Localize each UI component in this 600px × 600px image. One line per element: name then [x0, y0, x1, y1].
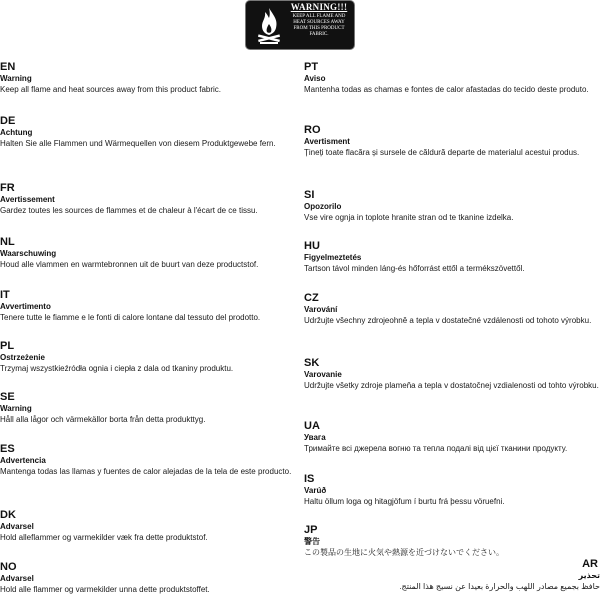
- warning-text: Halten Sie alle Flammen und Wärmequellen von diesem Produktgewebe fern.: [0, 139, 276, 148]
- language-code: CZ: [304, 292, 319, 304]
- language-code: UA: [304, 420, 320, 432]
- warning-heading: Avertisment: [304, 137, 350, 146]
- section-cz: [304, 292, 600, 326]
- section-fr: [0, 182, 296, 216]
- warning-heading: Waarschuwing: [0, 249, 57, 258]
- warning-text: Tartson távol minden láng-és hőforrást ettől a termékszövettől.: [304, 264, 525, 273]
- language-code: JP: [304, 524, 318, 536]
- section-ua: [304, 420, 600, 454]
- section-dk: [0, 509, 296, 543]
- language-code: AR: [582, 558, 598, 570]
- section-en: [0, 61, 296, 95]
- section-no: [0, 561, 296, 595]
- warning-heading: Varovanie: [304, 370, 342, 379]
- warning-text: حافظ بجميع مصادر اللهب والحرارة بعيدا عن نسيج هذا المنتج.: [399, 582, 600, 591]
- warning-text: Hold alleflammer og varmekilder væk fra dette produktstof.: [0, 533, 208, 542]
- warning-text: Trzymaj wszystkieźródła ognia i ciepła z dala od tkaniny produktu.: [0, 364, 234, 373]
- section-pl: [0, 340, 296, 374]
- language-code: EN: [0, 61, 16, 73]
- warning-heading: Ostrzeżenie: [0, 353, 45, 362]
- section-de: [0, 115, 296, 149]
- warning-text: Țineți toate flacăra și sursele de căldură departe de materialul acestui produs.: [304, 148, 580, 157]
- language-code: SE: [0, 391, 15, 403]
- language-code: PL: [0, 340, 15, 352]
- warning-heading: Varování: [304, 305, 338, 314]
- warning-label-text: KEEP ALL FLAME AND HEAT SOURCES AWAY FROM THIS PRODUCT FABRIC.: [292, 14, 346, 37]
- warning-heading: تحذير: [578, 571, 600, 580]
- warning-text: Håll alla lågor och värmekällor borta från detta produkttyg.: [0, 415, 206, 424]
- section-es: [0, 443, 296, 477]
- warning-text: Houd alle vlammen en warmtebronnen uit de buurt van deze productstof.: [0, 260, 259, 269]
- warning-text: Vse vire ognja in toplote hranite stran od te tkanine izdelka.: [304, 213, 514, 222]
- warning-heading: Avertissement: [0, 195, 55, 204]
- language-code: ES: [0, 443, 15, 455]
- warning-label-title: WARNING!!!: [290, 2, 348, 12]
- language-code: SI: [304, 189, 315, 201]
- language-code: IT: [0, 289, 10, 301]
- warning-heading: Advertencia: [0, 456, 46, 465]
- language-code: PT: [304, 61, 319, 73]
- warning-text: この製品の生地に火気や熱源を近づけないでください。: [304, 548, 504, 557]
- flame-icon: [254, 4, 284, 48]
- warning-text: Udržujte všechny zdrojeohně a tepla v dostatečné vzdálenosti od tohoto výrobku.: [304, 316, 592, 325]
- section-ar: [304, 558, 600, 592]
- warning-text: Keep all flame and heat sources away from this product fabric.: [0, 85, 221, 94]
- section-si: [304, 189, 600, 223]
- warning-heading: Aviso: [304, 74, 326, 83]
- warning-heading: Achtung: [0, 128, 33, 137]
- warning-label: [245, 0, 355, 50]
- section-se: [0, 391, 296, 425]
- warning-heading: Figyelmeztetés: [304, 253, 362, 262]
- warning-text: Hold alle flammer og varmekilder unna dette produktstoffet.: [0, 585, 210, 594]
- language-code: NO: [0, 561, 17, 573]
- language-code: HU: [304, 240, 320, 252]
- warning-text: Mantenha todas as chamas e fontes de calor afastadas do tecido deste produto.: [304, 85, 589, 94]
- section-jp: [304, 524, 600, 558]
- language-code: IS: [304, 473, 315, 485]
- warning-text: Tenere tutte le fiamme e le fonti di calore lontane dal tessuto del prodotto.: [0, 313, 261, 322]
- section-nl: [0, 236, 296, 270]
- language-code: DK: [0, 509, 16, 521]
- language-code: DE: [0, 115, 16, 127]
- section-pt: [304, 61, 600, 95]
- warning-heading: Opozorilo: [304, 202, 342, 211]
- warning-heading: 警告: [304, 537, 320, 546]
- warning-text: Haltu öllum loga og hitagjöfum í burtu frá þessu vöruefni.: [304, 497, 505, 506]
- warning-heading: Advarsel: [0, 574, 34, 583]
- warning-heading: Warning: [0, 74, 32, 83]
- section-sk: [304, 357, 600, 391]
- language-code: SK: [304, 357, 320, 369]
- section-is: [304, 473, 600, 507]
- warning-heading: Varúð: [304, 486, 327, 495]
- language-code: RO: [304, 124, 321, 136]
- warning-heading: Advarsel: [0, 522, 34, 531]
- section-hu: [304, 240, 600, 274]
- warning-heading: Avvertimento: [0, 302, 51, 311]
- warning-heading: Warning: [0, 404, 32, 413]
- warning-text: Udržujte všetky zdroje plameňa a tepla v dostatočnej vzdialenosti od tohto výrobku.: [304, 381, 599, 390]
- section-it: [0, 289, 296, 323]
- warning-heading: Увага: [304, 433, 326, 442]
- warning-text: Тримайте всі джерела вогню та тепла подалі від цієї тканини продукту.: [304, 444, 568, 453]
- language-code: FR: [0, 182, 15, 194]
- warning-text: Mantenga todas las llamas y fuentes de calor alejadas de la tela de este producto.: [0, 467, 292, 476]
- language-code: NL: [0, 236, 15, 248]
- section-ro: [304, 124, 600, 158]
- warning-text: Gardez toutes les sources de flammes et de chaleur à l'écart de ce tissu.: [0, 206, 258, 215]
